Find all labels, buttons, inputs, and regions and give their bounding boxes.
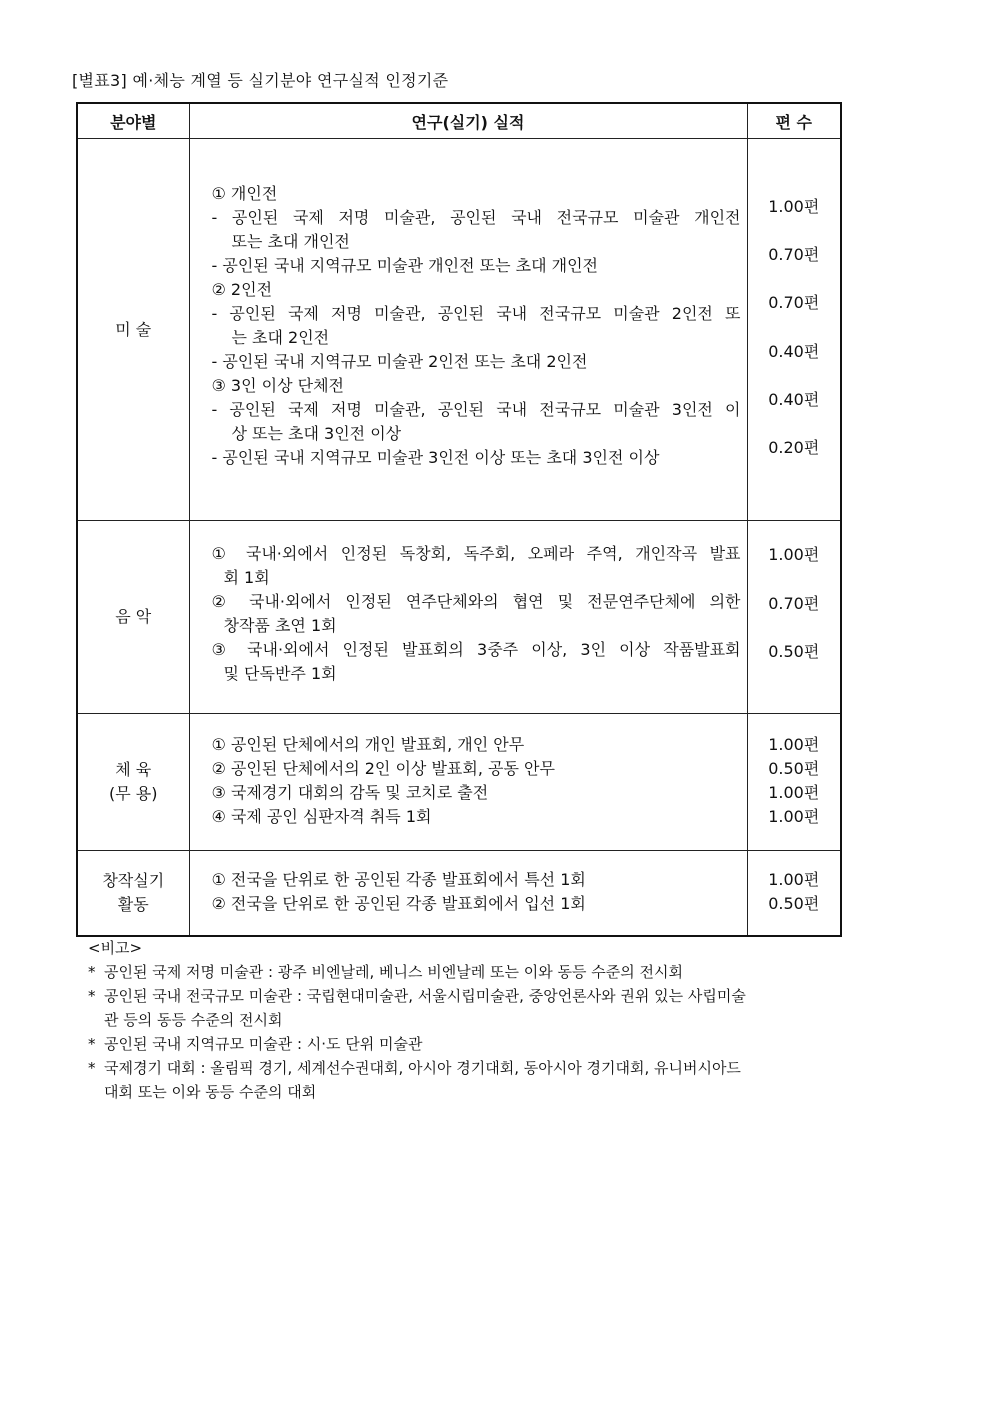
count-value: 1.00편	[768, 783, 820, 802]
criteria-table	[76, 102, 842, 937]
field-creative-line2: 활동	[117, 894, 149, 914]
content-music	[189, 521, 747, 714]
document-title: [별표3] 예·체능 계열 등 실기분야 연구실적 인정기준	[72, 71, 449, 90]
note-bullet: *	[88, 963, 96, 981]
count-value: 1.00편	[768, 197, 820, 216]
list-item: - 공인된 국내 지역규모 미술관 3인전 이상 또는 초대 3인전 이상	[211, 448, 660, 467]
count-value: 0.70편	[768, 245, 820, 264]
note-text: 대회 또는 이와 동등 수준의 대회	[104, 1083, 317, 1101]
notes-label: <비고>	[88, 939, 143, 957]
table-row-creative	[77, 851, 841, 936]
count-value: 1.00편	[768, 545, 820, 564]
note-bullet: *	[88, 1059, 96, 1077]
note-item	[88, 984, 848, 1008]
notes-section	[88, 936, 848, 1104]
list-item: ④ 국제 공인 심판자격 취득 1회	[211, 807, 432, 826]
list-item: ② 전국을 단위로 한 공인된 각종 발표회에서 입선 1회	[211, 894, 586, 913]
count-value: 1.00편	[768, 807, 820, 826]
count-value: 0.70편	[768, 293, 820, 312]
list-item: - 공인된 국내 지역규모 미술관 개인전 또는 초대 개인전	[211, 256, 598, 275]
note-item	[88, 960, 848, 984]
note-text: 관 등의 동등 수준의 전시회	[104, 1011, 283, 1029]
list-item: 또는 초대 개인전	[231, 232, 350, 251]
content-art	[189, 139, 747, 521]
list-item: ③ 국제경기 대회의 감독 및 코치로 출전	[211, 783, 489, 802]
content-creative	[189, 851, 747, 936]
table-header-row	[77, 103, 841, 139]
count-music	[747, 521, 841, 714]
count-value: 0.50편	[768, 894, 820, 913]
list-item: ② 2인전	[211, 280, 273, 299]
count-value: 0.40편	[768, 390, 820, 409]
header-count: 편 수	[747, 103, 841, 139]
list-item: 및 단독반주 1회	[223, 664, 337, 683]
note-item	[88, 1032, 848, 1056]
note-text: 공인된 국제 저명 미술관 : 광주 비엔날레, 베니스 비엔날레 또는 이와 동등 수준의 전시회	[104, 963, 683, 981]
count-value: 1.00편	[768, 735, 820, 754]
field-sports-line2: (무 용)	[109, 784, 158, 803]
note-text: 공인된 국내 전국규모 미술관 : 국립현대미술관, 서울시립미술관, 중앙언론사와 권위 있는 사립미술	[104, 987, 746, 1005]
list-item: - 공인된 국내 지역규모 미술관 2인전 또는 초대 2인전	[211, 352, 588, 371]
count-value: 0.20편	[768, 438, 820, 457]
list-item: ① 공인된 단체에서의 개인 발표회, 개인 안무	[211, 735, 525, 754]
list-item: 회 1회	[223, 568, 270, 587]
list-item: 상 또는 초대 3인전 이상	[231, 424, 402, 443]
list-item: - 공인된 국제 저명 미술관, 공인된 국내 전국규모 미술관 3인전 이	[211, 400, 741, 419]
note-text: 공인된 국내 지역규모 미술관 : 시·도 단위 미술관	[104, 1035, 423, 1053]
field-sports-line1: 체 육	[115, 760, 152, 779]
list-item: 창작품 초연 1회	[223, 616, 337, 635]
list-item: ③ 국내·외에서 인정된 발표회의 3중주 이상, 3인 이상 작품발표회	[211, 640, 741, 659]
count-value: 0.40편	[768, 342, 820, 361]
count-value: 1.00편	[768, 870, 820, 889]
table-row-sports	[77, 714, 841, 851]
count-value: 0.70편	[768, 594, 820, 613]
count-sports	[747, 714, 841, 851]
note-bullet: *	[88, 987, 96, 1005]
count-value: 0.50편	[768, 759, 820, 778]
note-text: 국제경기 대회 : 올림픽 경기, 세계선수권대회, 아시아 경기대회, 동아시아 경기대회, 유니버시아드	[104, 1059, 741, 1077]
field-sports	[77, 714, 189, 851]
table-row-art	[77, 139, 841, 521]
count-value: 0.50편	[768, 642, 820, 661]
note-item-continued	[88, 1008, 848, 1032]
content-sports	[189, 714, 747, 851]
list-item: ③ 3인 이상 단체전	[211, 376, 345, 395]
list-item: ① 개인전	[211, 184, 278, 203]
field-creative-line1: 창작실기	[102, 870, 165, 890]
count-creative	[747, 851, 841, 936]
list-item: ① 국내·외에서 인정된 독창회, 독주회, 오페라 주역, 개인작곡 발표	[211, 544, 741, 563]
list-item: ② 국내·외에서 인정된 연주단체와의 협연 및 전문연주단체에 의한	[211, 592, 741, 611]
field-music: 음 악	[77, 521, 189, 714]
count-art	[747, 139, 841, 521]
field-art: 미 술	[77, 139, 189, 521]
list-item: 는 초대 2인전	[231, 328, 330, 347]
table-row-music	[77, 521, 841, 714]
note-item	[88, 1056, 848, 1080]
header-field: 분야별	[77, 103, 189, 139]
list-item: - 공인된 국제 저명 미술관, 공인된 국내 전국규모 미술관 개인전	[211, 208, 741, 227]
header-achievement: 연구(실기) 실적	[189, 103, 747, 139]
note-bullet: *	[88, 1035, 96, 1053]
list-item: ① 전국을 단위로 한 공인된 각종 발표회에서 특선 1회	[211, 870, 586, 889]
field-creative	[77, 851, 189, 936]
note-item-continued	[88, 1080, 848, 1104]
list-item: ② 공인된 단체에서의 2인 이상 발표회, 공동 안무	[211, 759, 555, 778]
list-item: - 공인된 국제 저명 미술관, 공인된 국내 전국규모 미술관 2인전 또	[211, 304, 741, 323]
